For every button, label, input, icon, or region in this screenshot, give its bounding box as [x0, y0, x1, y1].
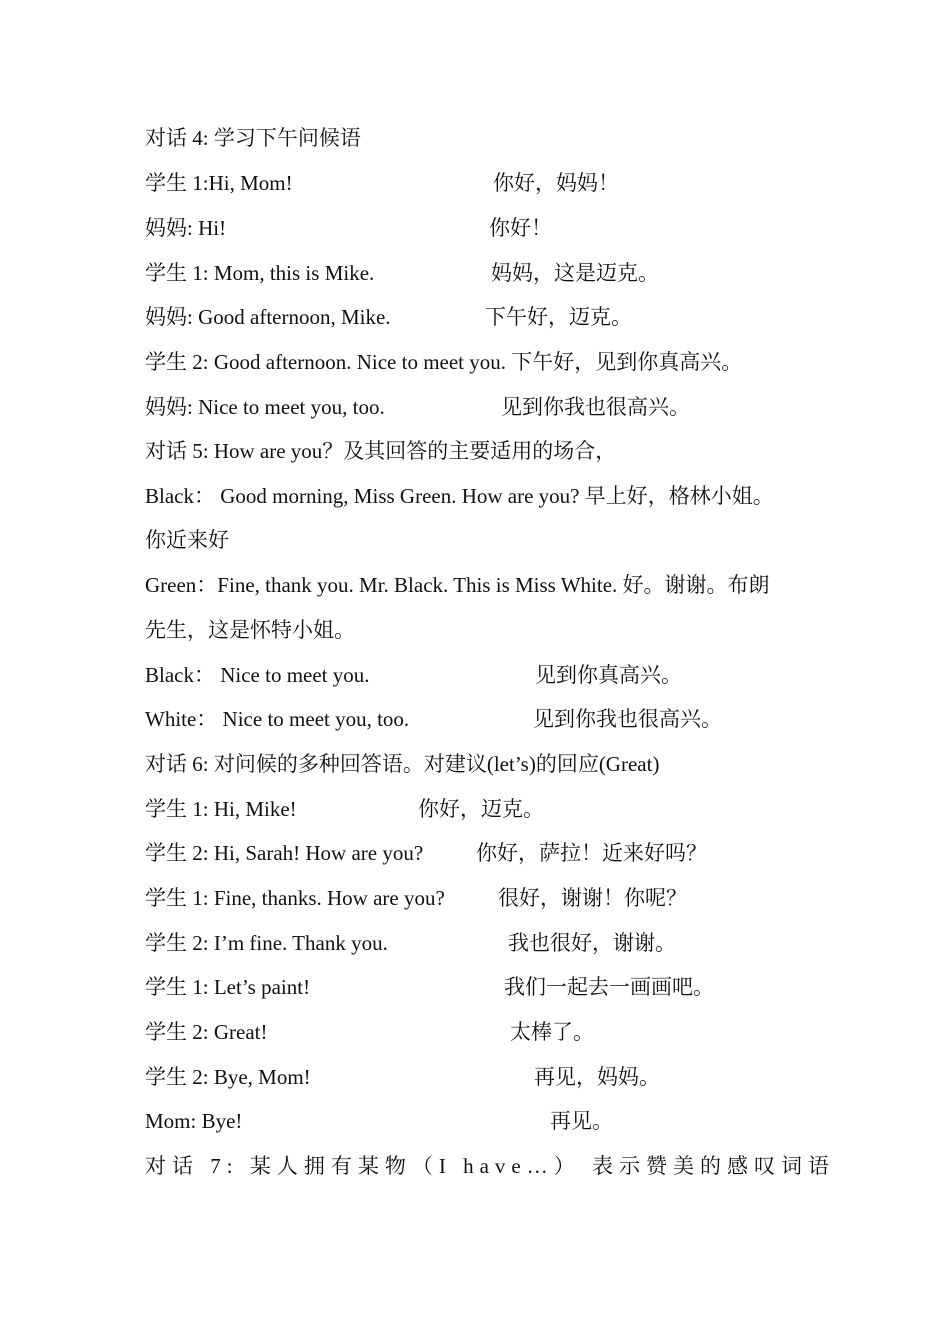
line-chinese: 很好，谢谢！你呢？ [498, 886, 687, 910]
dialogue-line [145, 213, 552, 243]
line-chinese: 妈妈，这是迈克。 [491, 261, 659, 285]
line-chinese: 你好，妈妈！ [493, 171, 619, 195]
line-english: Black： Nice to meet you. [145, 663, 370, 687]
heading-dialogue-5 [145, 436, 616, 466]
line-chinese: 你好！ [489, 216, 552, 240]
line-text: Black： Good morning, Miss Green. How are you? 早上好，格林小姐。 [145, 484, 774, 508]
line-english: White： Nice to meet you, too. [145, 707, 410, 731]
line-english: 学生 1: Let’s paint! [145, 975, 311, 999]
line-chinese: 见到你真高兴。 [535, 663, 682, 687]
dialogue-line [145, 928, 676, 958]
line-text: 你近来好 [145, 528, 229, 552]
dialogue-line [145, 347, 742, 377]
dialogue-line [145, 838, 707, 868]
line-text: 对话 7: 某人拥有某物（I have…） 表示赞美的感叹词语 [145, 1154, 835, 1178]
dialogue-line [145, 392, 690, 422]
dialogue-line [145, 168, 619, 198]
dialogue-line [145, 1062, 660, 1092]
line-chinese: 下午好，迈克。 [485, 305, 632, 329]
line-english: 学生 1: Fine, thanks. How are you? [145, 886, 445, 910]
line-english: 学生 2: Great! [145, 1020, 268, 1044]
dialogue-line [145, 481, 774, 511]
line-english: 学生 2: Hi, Sarah! How are you? [145, 841, 424, 865]
line-chinese: 再见，妈妈。 [534, 1065, 660, 1089]
line-chinese: 太棒了。 [510, 1020, 594, 1044]
line-chinese: 见到你我也很高兴。 [533, 707, 722, 731]
line-text: Green：Fine, thank you. Mr. Black. This is Miss White. 好。谢谢。布朗 [145, 573, 770, 597]
dialogue-line-continuation [145, 615, 355, 645]
dialogue-line [145, 302, 632, 332]
line-english: Mom: Bye! [145, 1109, 243, 1133]
dialogue-line [145, 883, 687, 913]
line-english: 学生 2: Bye, Mom! [145, 1065, 311, 1089]
line-text: 对话 5: How are you？及其回答的主要适用的场合， [145, 439, 617, 463]
line-english: 学生 1:Hi, Mom! [145, 171, 293, 195]
line-english: 妈妈: Nice to meet you, too. [145, 395, 385, 419]
line-chinese: 见到你我也很高兴。 [501, 395, 690, 419]
line-text: 对话 6: 对问候的多种回答语。对建议(let’s)的回应(Great) [145, 752, 660, 776]
dialogue-line-continuation [145, 525, 229, 555]
line-english: 学生 1: Hi, Mike! [145, 797, 297, 821]
line-text: 学生 2: Good afternoon. Nice to meet you. 下午好，见到你真高兴。 [145, 350, 743, 374]
line-english: 学生 2: I’m fine. Thank you. [145, 931, 388, 955]
dialogue-line [145, 1017, 594, 1047]
dialogue-line [145, 258, 659, 288]
dialogue-line [145, 570, 770, 600]
line-chinese: 我也很好，谢谢。 [508, 931, 676, 955]
heading-dialogue-6 [145, 749, 659, 779]
line-chinese: 我们一起去一画画吧。 [504, 975, 714, 999]
heading-dialogue-4 [145, 123, 361, 153]
line-text: 对话 4: 学习下午问候语 [145, 126, 361, 150]
line-chinese: 你好，萨拉！近来好吗？ [476, 841, 707, 865]
line-english: 妈妈: Hi! [145, 216, 227, 240]
line-text: 先生，这是怀特小姐。 [145, 618, 355, 642]
dialogue-line [145, 794, 544, 824]
line-chinese: 你好，迈克。 [418, 797, 544, 821]
dialogue-line [145, 1106, 613, 1136]
heading-dialogue-7 [145, 1151, 835, 1181]
dialogue-line [145, 972, 714, 1002]
dialogue-line [145, 660, 682, 690]
dialogue-line [145, 704, 722, 734]
line-english: 学生 1: Mom, this is Mike. [145, 261, 375, 285]
line-english: 妈妈: Good afternoon, Mike. [145, 305, 391, 329]
line-chinese: 再见。 [550, 1109, 613, 1133]
